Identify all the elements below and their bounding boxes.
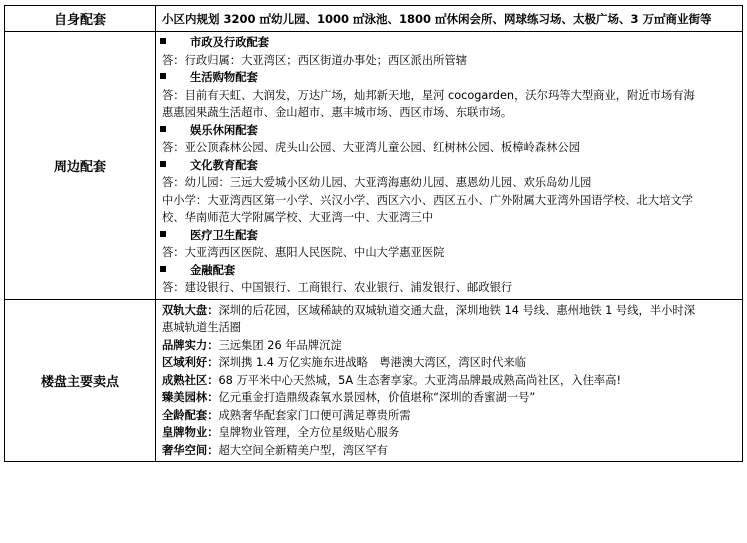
project-info-table (4, 5, 743, 462)
selling-point: 区域利好：深圳携 1.4 万亿实施东进战略 粤港澳大湾区，湾区时代来临 (162, 356, 527, 369)
selling-point: 奢华空间：超大空间全新精美户型，湾区罕有 (162, 443, 388, 457)
row-label-surrounding-facilities: 周边配套 (5, 32, 156, 300)
selling-point: 品牌实力：三远集团 26 年品牌沉淀 (162, 338, 342, 352)
square-bullet-icon (160, 38, 166, 44)
selling-point-continued: 惠城轨道生活圈 (162, 321, 242, 334)
section-line: 答：幼儿园：三远大爱城小区幼儿园、大亚湾海惠幼儿园、惠恩幼儿园、欢乐岛幼儿园 (162, 176, 592, 189)
section-line: 中小学：大亚湾西区第一小学、兴汉小学、西区六小、西区五小、广外附属大亚湾外国语学校、北大培文学 (162, 193, 693, 207)
selling-point: 双轨大盘：深圳的后花园，区域稀缺的双城轨道交通大盘，深圳地铁 14 号线、惠州地铁 1 号线，半小时深 (162, 303, 696, 317)
square-bullet-icon (160, 73, 166, 79)
selling-point: 全龄配套：成熟奢华配套家门口便可满足尊贵所需 (162, 408, 411, 422)
section-heading: 市政及行政配套 (156, 34, 742, 52)
own-facilities-content: 小区内规划 3200 ㎡幼儿园、1000 ㎡泳池、1800 ㎡休闲会所、网球练习场、太极广场、3 万㎡商业街等 (156, 6, 743, 32)
section-line: 答：目前有天虹、大润发，万达广场，灿邦新天地，星河 cocogarden，沃尔玛等大型商业，附近市场有海 (162, 88, 695, 102)
section-line: 答：建设银行、中国银行、工商银行、农业银行、浦发银行、邮政银行 (162, 281, 513, 294)
section-heading: 医疗卫生配套 (156, 227, 742, 245)
selling-points-content (156, 299, 743, 462)
section-heading: 文化教育配套 (156, 157, 742, 175)
selling-point: 臻美园林：亿元重金打造鼎级森氧水景园林，价值堪称“深圳的香蜜湖一号” (162, 391, 536, 404)
square-bullet-icon (160, 126, 166, 132)
table-row (5, 299, 743, 462)
selling-point: 皇牌物业：皇牌物业管理，全方位星级贴心服务 (162, 426, 400, 439)
section-heading: 娱乐休闲配套 (156, 122, 742, 140)
row-label-selling-points: 楼盘主要卖点 (5, 299, 156, 462)
table-row (5, 6, 743, 32)
section-line: 答：行政归属：大亚湾区；西区街道办事处；西区派出所管辖 (162, 53, 468, 67)
surrounding-facilities-content (156, 32, 743, 300)
section-heading: 生活购物配套 (156, 69, 742, 87)
square-bullet-icon (160, 266, 166, 272)
square-bullet-icon (160, 161, 166, 167)
section-line: 校、华南师范大学附属学校、大亚湾一中、大亚湾三中 (162, 211, 434, 224)
section-line: 答：亚公顶森林公园、虎头山公园、大亚湾儿童公园、红树林公园、板樟岭森林公园 (162, 141, 580, 154)
table-row (5, 32, 743, 300)
selling-point: 成熟社区：68 万平米中心天然城，5A 生态奢享家。大亚湾品牌最成熟高尚社区，入住率高! (162, 373, 622, 387)
section-line: 答：大亚湾西区医院、惠阳人民医院、中山大学惠亚医院 (162, 246, 445, 259)
section-line: 惠惠园果蔬生活超市、金山超市、惠丰城市场、西区市场、东联市场。 (162, 106, 513, 119)
row-label-own-facilities: 自身配套 (5, 6, 156, 32)
section-heading: 金融配套 (156, 262, 742, 280)
square-bullet-icon (160, 231, 166, 237)
